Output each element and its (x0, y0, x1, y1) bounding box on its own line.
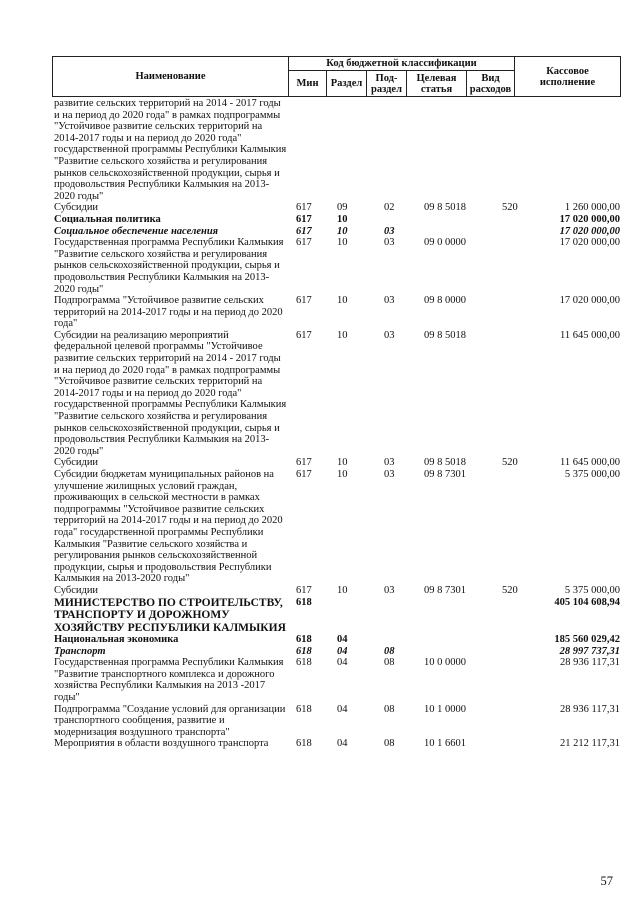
row-kassa: 28 997 737,31 (559, 645, 620, 657)
row-name: Подпрограмма "Устойчивое развитие сельских территорий на 2014-2017 годы и на период до 2020 года" (54, 295, 283, 330)
page-number: 57 (600, 874, 613, 888)
row-celevaya: 09 8 7301 (424, 469, 466, 480)
row-name: МИНИСТЕРСТВО ПО СТРОИТЕЛЬСТВУ, ТРАНСПОРТУ И ДОРОЖНОМУ ХОЗЯЙСТВУ РЕСПУБЛИКИ КАЛМЫКИЯ (54, 596, 286, 634)
header-min: Мин (289, 71, 327, 97)
row-podrazdel: 03 (384, 584, 395, 596)
row-kassa: 1 260 000,00 (564, 202, 620, 214)
row-min: 617 (296, 202, 312, 214)
row-razdel: 10 (337, 329, 348, 341)
row-min: 618 (296, 596, 312, 608)
row-name: Субсидии на реализацию мероприятий федеральной целевой программы "Устойчивое развитие сельских территорий на 2014 - 2017 годы и на период до 2020 года" в рамках подпрограммы "Устойчивое развитие сельских территорий на 2014-2017 годы и на период до 2020 года" государственной программы Республики Калмыкия "Развитие сельского хозяйства и регулирования рынков сельскохозяйственной продукции, сырья и продовольствия Республики Калмыкия на 2013-2020 годы" (54, 329, 287, 457)
row-razdel: 10 (337, 469, 348, 480)
header-vid-line2: расходов (469, 83, 512, 95)
header-celevaya-line1: Целевая (416, 72, 457, 84)
row-celevaya: 10 1 0000 (424, 703, 466, 715)
header-podrazdel-line2: раздел (371, 83, 402, 95)
row-name: Национальная экономика (54, 634, 179, 646)
row-min: 617 (296, 584, 312, 596)
row-celevaya: 09 8 5018 (424, 329, 466, 341)
row-celevaya: 09 8 5018 (424, 202, 466, 214)
header-kassa (515, 57, 621, 97)
row-razdel: 04 (337, 703, 348, 715)
row-podrazdel: 03 (384, 295, 395, 307)
row-razdel: 09 (337, 202, 348, 214)
header-podrazdel-line1: Под- (375, 72, 398, 84)
table-row (52, 597, 620, 635)
row-name: Субсидии бюджетам муниципальных районов на улучшение жилищных условий граждан, проживающих в сельской местности в рамках подпрограммы "Устойчивое развитие сельских территорий на 2014-2017 годы и на период до 2020 года" государственной программы Республики Калмыкия "Развитие сельского хозяйства и регулирования рынков сельскохозяйственной продукции, сырья и продовольствия Республики Калмыкия на 2013-2020 годы" (54, 469, 283, 585)
table-row (52, 657, 620, 703)
row-celevaya: 09 8 0000 (424, 295, 466, 307)
table-row (52, 214, 620, 226)
row-razdel: 04 (337, 738, 348, 750)
table-row (52, 202, 620, 214)
row-name: Субсидии (54, 584, 99, 596)
row-name: Мероприятия в области воздушного транспорта (54, 738, 269, 750)
header-podrazdel (367, 71, 407, 97)
row-podrazdel: 08 (384, 657, 395, 669)
header-kassa-line1: Кассовое (546, 65, 589, 77)
table-row (52, 704, 620, 739)
row-celevaya: 09 0 0000 (424, 237, 466, 249)
row-min: 617 (296, 469, 312, 480)
row-podrazdel: 03 (384, 225, 395, 237)
row-min: 617 (296, 225, 312, 237)
row-celevaya: 09 8 7301 (424, 584, 466, 596)
header-name: Наименование (53, 57, 289, 97)
row-kassa: 28 936 117,31 (560, 657, 620, 669)
row-razdel: 10 (337, 295, 348, 307)
row-razdel: 10 (337, 225, 348, 237)
row-podrazdel: 08 (384, 703, 395, 715)
table-row (52, 469, 620, 585)
row-name: Субсидии (54, 202, 99, 214)
table-body (52, 98, 620, 750)
row-razdel: 10 (337, 457, 348, 469)
row-kassa: 185 560 029,42 (554, 634, 620, 646)
row-min: 618 (296, 657, 312, 669)
row-razdel: 10 (337, 213, 348, 225)
row-min: 618 (296, 703, 312, 715)
row-name: Подпрограмма "Создание условий для организации транспортного сообщения, развитие и модернизация воздушного транспорта" (54, 703, 286, 738)
row-kassa: 21 212 117,31 (560, 738, 620, 750)
row-kassa: 17 020 000,00 (559, 295, 620, 307)
table-row (52, 226, 620, 238)
row-name: Государственная программа Республики Калмыкия "Развитие сельского хозяйства и регулирования рынков сельскохозяйственной продукции, сырья и продовольствия Республики Калмыкия на 2013-2020 годы" (54, 237, 284, 295)
row-podrazdel: 03 (384, 237, 395, 249)
row-razdel: 10 (337, 584, 348, 596)
row-min: 617 (296, 295, 312, 307)
row-podrazdel: 08 (384, 645, 395, 657)
header-celevaya (407, 71, 467, 97)
row-vid: 520 (502, 584, 518, 596)
header-code-group: Код бюджетной классификации (289, 57, 515, 71)
row-kassa: 11 645 000,00 (560, 457, 620, 469)
table-row (52, 738, 620, 750)
row-podrazdel: 02 (384, 202, 395, 214)
row-celevaya: 09 8 5018 (424, 457, 466, 469)
row-razdel: 04 (337, 645, 348, 657)
table-row (52, 330, 620, 458)
row-podrazdel: 03 (384, 457, 395, 469)
row-podrazdel: 03 (384, 469, 395, 480)
header-vid-line1: Вид (481, 72, 500, 84)
header-vid (467, 71, 515, 97)
row-vid: 520 (502, 202, 518, 214)
row-razdel: 04 (337, 657, 348, 669)
table-row (52, 457, 620, 469)
row-min: 618 (296, 738, 312, 750)
table-row (52, 295, 620, 330)
row-kassa: 5 375 000,00 (564, 584, 620, 596)
row-kassa: 5 375 000,00 (564, 469, 620, 480)
row-min: 618 (296, 645, 312, 657)
header-razdel: Раздел (327, 71, 367, 97)
row-kassa: 17 020 000,00 (559, 237, 620, 249)
row-kassa: 28 936 117,31 (560, 703, 620, 715)
row-min: 617 (296, 213, 312, 225)
row-name: Социальная политика (54, 213, 161, 225)
table-row (52, 634, 620, 646)
table-row (52, 98, 620, 202)
row-razdel: 10 (337, 237, 348, 249)
header-celevaya-line2: статья (420, 83, 453, 95)
row-kassa: 405 104 608,94 (554, 596, 620, 608)
row-kassa: 17 020 000,00 (559, 213, 620, 225)
row-name: развитие сельских территорий на 2014 - 2017 годы и на период до 2020 года" в рамках подпрограммы "Устойчивое развитие сельских территорий на 2014-2017 годы и на период до 2020 года" государственной программы Республики Калмыкия "Развитие сельского хозяйства и регулирования рынков сельскохозяйственной продукции, сырья и продовольствия Республики Калмыкия на 2013-2020 годы" (54, 98, 287, 202)
row-name: Субсидии (54, 457, 99, 469)
row-name: Государственная программа Республики Калмыкия "Развитие транспортного комплекса и дорожного хозяйства Республики Калмыкия на 2013 -2017 годы" (54, 657, 284, 703)
row-razdel: 04 (337, 634, 348, 646)
row-podrazdel: 08 (384, 738, 395, 750)
row-name: Социальное обеспечение населения (54, 225, 219, 237)
table-header (52, 56, 621, 97)
row-min: 617 (296, 237, 312, 249)
row-celevaya: 10 1 6601 (424, 738, 466, 750)
row-celevaya: 10 0 0000 (424, 657, 466, 669)
table-row (52, 237, 620, 295)
row-podrazdel: 03 (384, 329, 395, 341)
row-kassa: 11 645 000,00 (560, 329, 620, 341)
header-kassa-line2: исполнение (539, 76, 596, 88)
row-kassa: 17 020 000,00 (559, 225, 620, 237)
table-row (52, 646, 620, 658)
table-row (52, 585, 620, 597)
row-name: Транспорт (54, 645, 106, 657)
row-min: 618 (296, 634, 312, 646)
row-min: 617 (296, 329, 312, 341)
row-vid: 520 (502, 457, 518, 469)
row-min: 617 (296, 457, 312, 469)
